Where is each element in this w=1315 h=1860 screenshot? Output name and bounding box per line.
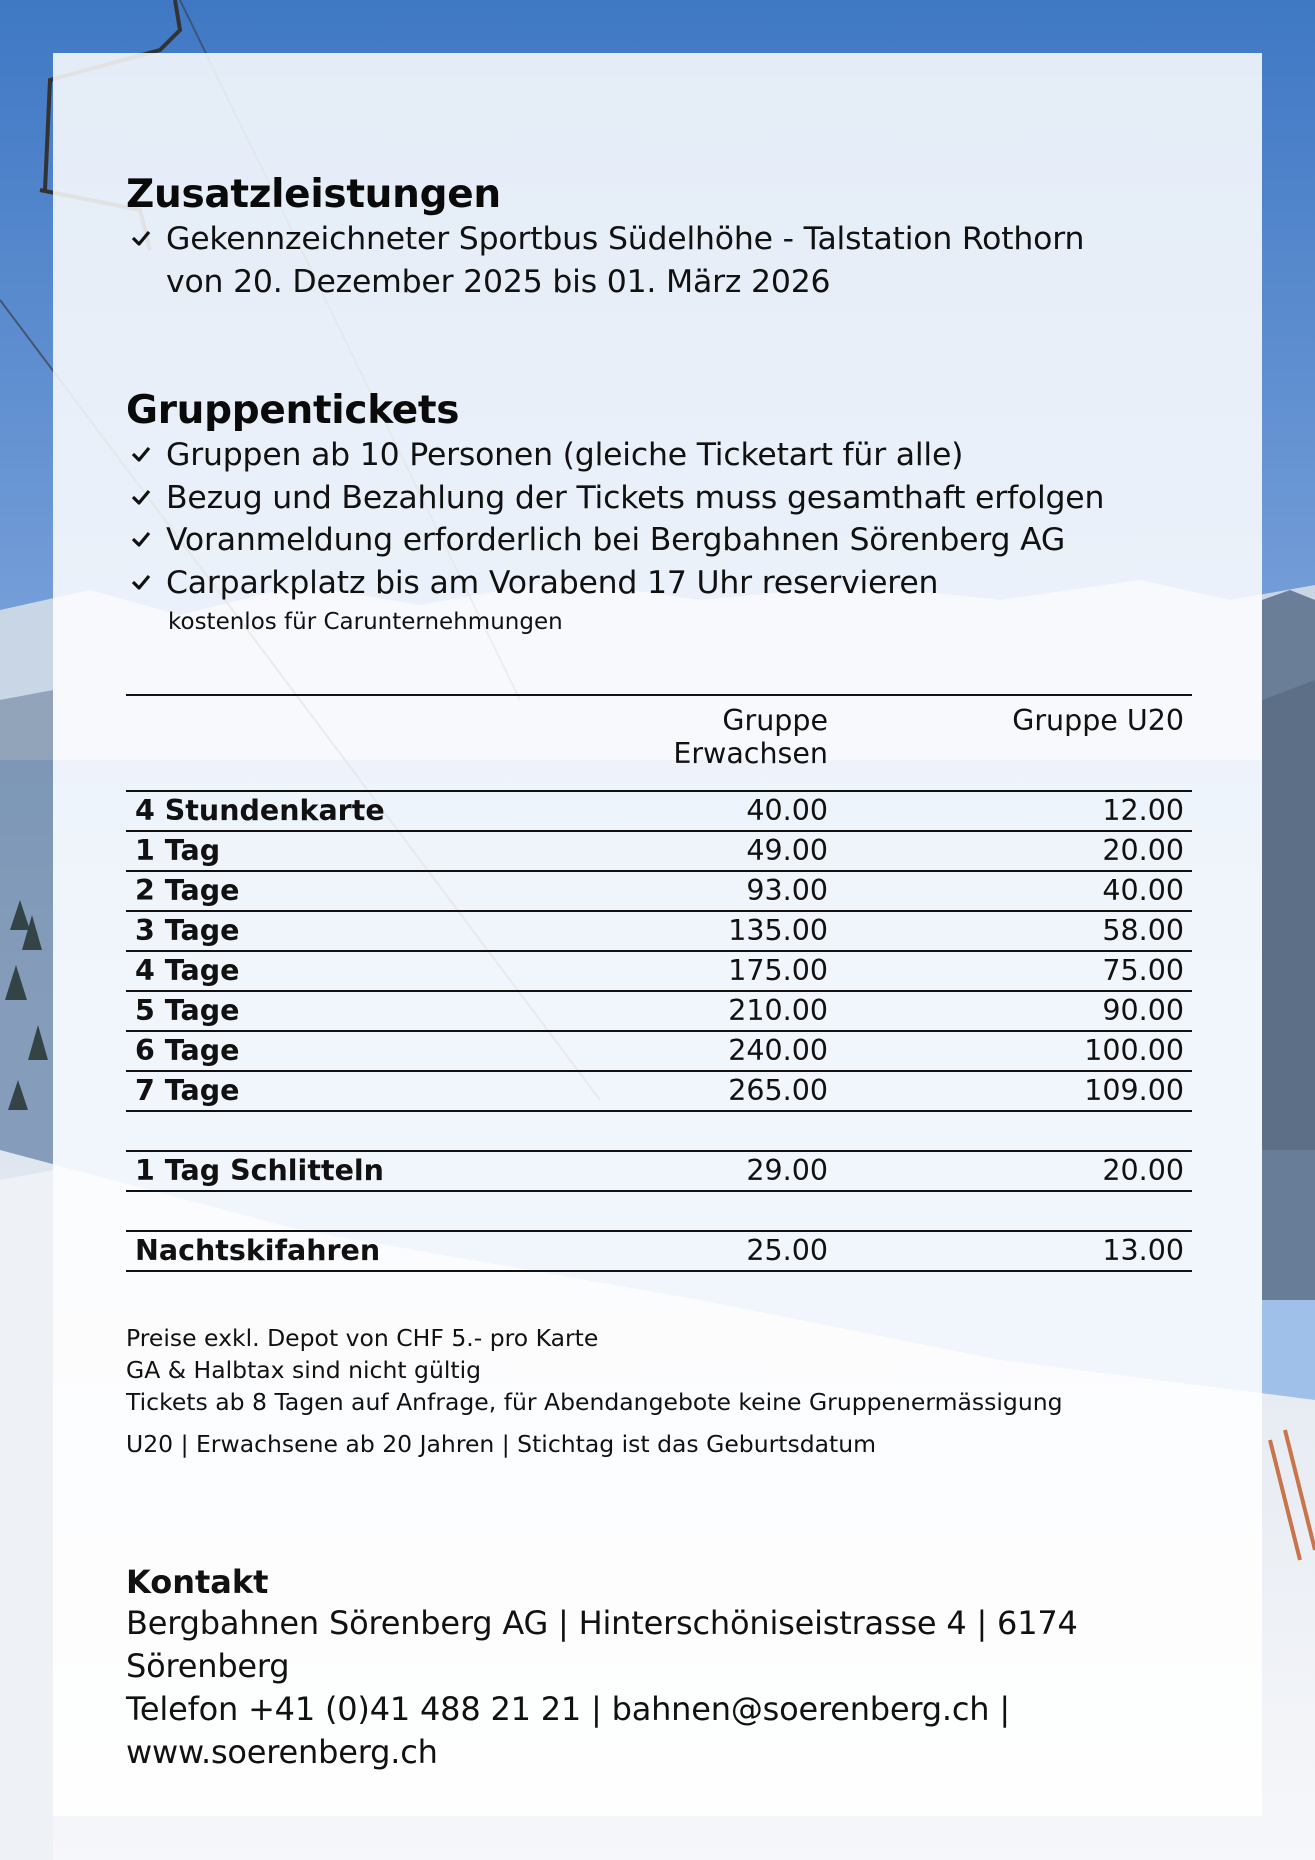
checkmark-icon <box>130 443 152 465</box>
kontakt-section <box>126 1562 1216 1774</box>
note-depot: Preise exkl. Depot von CHF 5.- pro Karte <box>126 1324 599 1352</box>
gruppe-item-text: Bezug und Bezahlung der Tickets muss gesamthaft erfolgen <box>166 479 1105 516</box>
table-row <box>126 1071 1192 1111</box>
price-u20: 20.00 <box>836 1151 1192 1191</box>
table-row <box>126 831 1192 871</box>
note-tickets: Tickets ab 8 Tagen auf Anfrage, für Abendangebote keine Gruppenermässigung <box>126 1388 1063 1416</box>
row-label: 4 Tage <box>126 951 606 991</box>
price-u20: 13.00 <box>836 1231 1192 1271</box>
table-row <box>126 1031 1192 1071</box>
price-u20: 20.00 <box>836 831 1192 871</box>
gruppe-title: Gruppentickets <box>126 388 460 433</box>
kontakt-address: Bergbahnen Sörenberg AG | Hinterschöniseistrasse 4 | 6174 Sörenberg <box>126 1604 1078 1685</box>
gruppe-item-text: Gruppen ab 10 Personen (gleiche Ticketart für alle) <box>166 437 964 473</box>
price-u20: 40.00 <box>836 871 1192 911</box>
row-label: 2 Tage <box>126 871 606 911</box>
list-item <box>126 218 1196 303</box>
table-spacer <box>126 1111 1192 1151</box>
table-row <box>126 871 1192 911</box>
price-erwachsen: 49.00 <box>606 831 836 871</box>
zusatz-section <box>126 172 1196 303</box>
price-erwachsen: 29.00 <box>606 1151 836 1191</box>
row-label: 1 Tag Schlitteln <box>126 1151 606 1191</box>
row-label: 4 Stundenkarte <box>126 791 606 831</box>
price-u20: 12.00 <box>836 791 1192 831</box>
header-empty <box>126 695 606 791</box>
price-u20: 109.00 <box>836 1071 1192 1111</box>
gruppe-item-text: Voranmeldung erforderlich bei Bergbahnen Sörenberg AG <box>166 522 1066 558</box>
list-item <box>126 434 1196 477</box>
zusatz-title: Zusatzleistungen <box>126 172 501 217</box>
gruppe-section <box>126 388 1196 636</box>
gruppe-item-text: Carparkplatz bis am Vorabend 17 Uhr reservieren <box>166 564 939 601</box>
note-ga: GA & Halbtax sind nicht gültig <box>126 1356 482 1384</box>
price-u20: 75.00 <box>836 951 1192 991</box>
row-label: 7 Tage <box>126 1071 606 1111</box>
table-row <box>126 911 1192 951</box>
checkmark-icon <box>130 227 152 249</box>
price-erwachsen: 240.00 <box>606 1031 836 1071</box>
gruppe-list <box>126 434 1196 604</box>
row-label: 5 Tage <box>126 991 606 1031</box>
price-erwachsen: 135.00 <box>606 911 836 951</box>
header-erwachsen: Gruppe Erwachsen <box>606 695 836 791</box>
table-row <box>126 791 1192 831</box>
checkmark-icon <box>130 486 152 508</box>
row-label: 6 Tage <box>126 1031 606 1071</box>
header-u20: Gruppe U20 <box>836 695 1192 791</box>
checkmark-icon <box>130 571 152 593</box>
price-erwachsen: 175.00 <box>606 951 836 991</box>
checkmark-icon <box>130 528 152 550</box>
note-u20: U20 | Erwachsene ab 20 Jahren | Stichtag ist das Geburtsdatum <box>126 1430 877 1458</box>
list-item <box>126 519 1196 562</box>
list-item <box>126 477 1196 520</box>
zusatz-item-text: Gekennzeichneter Sportbus Südelhöhe - Talstation Rothorn von 20. Dezember 2025 bis 01. März 2026 <box>166 221 1085 300</box>
price-erwachsen: 93.00 <box>606 871 836 911</box>
price-u20: 100.00 <box>836 1031 1192 1071</box>
price-erwachsen: 265.00 <box>606 1071 836 1111</box>
price-erwachsen: 210.00 <box>606 991 836 1031</box>
row-label: 1 Tag <box>126 831 606 871</box>
table-spacer <box>126 1191 1192 1231</box>
table-row <box>126 1151 1192 1191</box>
price-u20: 90.00 <box>836 991 1192 1031</box>
price-table <box>126 694 1192 1272</box>
table-header-row <box>126 695 1192 791</box>
price-notes <box>126 1322 1196 1460</box>
row-label: Nachtskifahren <box>126 1231 606 1271</box>
kontakt-phone-email: Telefon +41 (0)41 488 21 21 | bahnen@soerenberg.ch | <box>126 1690 1010 1728</box>
kontakt-website: www.soerenberg.ch <box>126 1733 438 1771</box>
kontakt-title: Kontakt <box>126 1563 269 1601</box>
zusatz-list <box>126 218 1196 303</box>
table-row <box>126 1231 1192 1271</box>
carpark-note: kostenlos für Carunternehmungen <box>168 609 563 635</box>
list-item <box>126 562 1196 605</box>
price-erwachsen: 40.00 <box>606 791 836 831</box>
row-label: 3 Tage <box>126 911 606 951</box>
table-row <box>126 991 1192 1031</box>
price-erwachsen: 25.00 <box>606 1231 836 1271</box>
table-row <box>126 951 1192 991</box>
price-u20: 58.00 <box>836 911 1192 951</box>
